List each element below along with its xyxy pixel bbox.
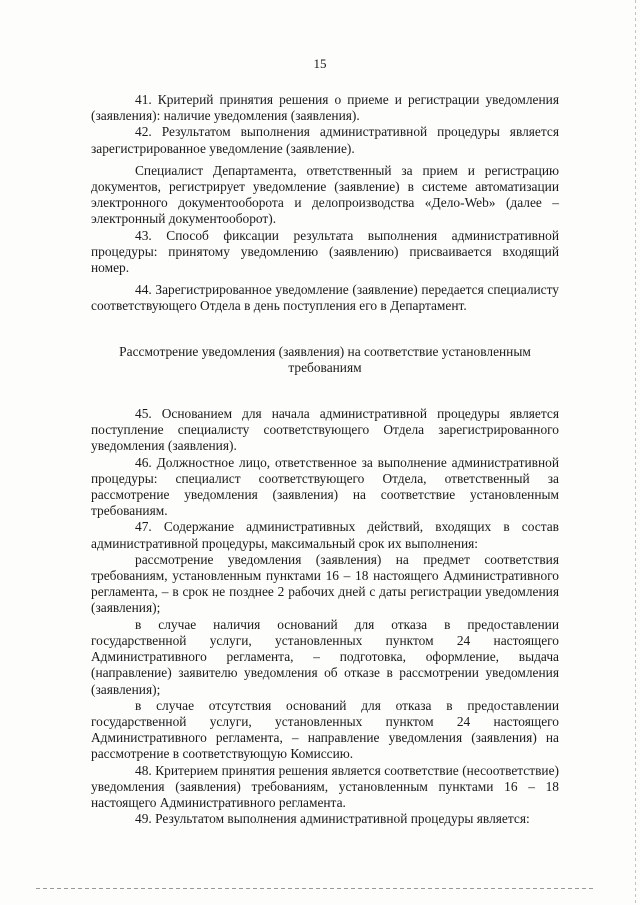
- paragraph-42: 42. Результатом выполнения административной процедуры является зарегистрированное уведомление (заявление).: [91, 124, 559, 156]
- paragraph-specialist: Специалист Департамента, ответственный за прием и регистрацию документов, регистрирует уведомление (заявление) в системе автоматизации электронного документооборота и делопроизводства «Дело-Web» (далее – электронный документооборот).: [91, 162, 559, 227]
- paragraph-47-item-1: рассмотрение уведомления (заявления) на предмет соответствия требованиям, установленным пунктами 16 – 18 настоящего Административного регламента, – в срок не позднее 2 рабочих дней с даты регистрации уведомления (заявления);: [91, 551, 559, 616]
- paragraph-47: 47. Содержание административных действий, входящих в состав административной процедуры, максимальный срок их выполнения:: [91, 519, 559, 551]
- paragraph-43: 43. Способ фиксации результата выполнения административной процедуры: принятому уведомлению (заявлению) присваивается входящий номер.: [91, 227, 559, 276]
- scan-edge-line: [635, 0, 636, 905]
- paragraph-41: 41. Критерий принятия решения о приеме и регистрации уведомления (заявления): наличие уведомления (заявления).: [91, 92, 559, 124]
- paragraph-45: 45. Основанием для начала административной процедуры является поступление специалисту соответствующего Отдела зарегистрированного уведомления (заявления).: [91, 406, 559, 454]
- paragraph-47-item-2: в случае наличия оснований для отказа в предоставлении государственной услуги, установленных пунктом 24 настоящего Административного регламента, – подготовка, оформление, выдача (направление) заявителю уведомления об отказе в рассмотрении уведомления (заявления);: [91, 616, 559, 697]
- paragraph-47-item-3: в случае отсутствия оснований для отказа в предоставлении государственной услуги, установленных пунктом 24 настоящего Административного регламента, – направление уведомления (заявления) на рассмотрение в соответствующую Комиссию.: [91, 697, 559, 762]
- paragraph-49: 49. Результатом выполнения административной процедуры является:: [135, 811, 530, 827]
- paragraph-48: 48. Критерием принятия решения является соответствие (несоответствие) уведомления (заявления) требованиям, установленным пунктами 16 – 18 настоящего Административного регламента.: [91, 762, 559, 810]
- page-number: 15: [313, 56, 327, 71]
- paragraph-46: 46. Должностное лицо, ответственное за выполнение административной процедуры: специалист соответствующего Отдела, ответственный за рассмотрение уведомления (заявления) на соответствие установленным требованиям.: [91, 454, 559, 519]
- scan-footer-line: [36, 888, 596, 889]
- paragraph-44: 44. Зарегистрированное уведомление (заявление) передается специалисту соответствующего Отдела в день поступления его в Департамент.: [91, 282, 559, 314]
- document-body: [91, 92, 559, 827]
- section-heading: Рассмотрение уведомления (заявления) на соответствие установленным требованиям: [119, 343, 531, 375]
